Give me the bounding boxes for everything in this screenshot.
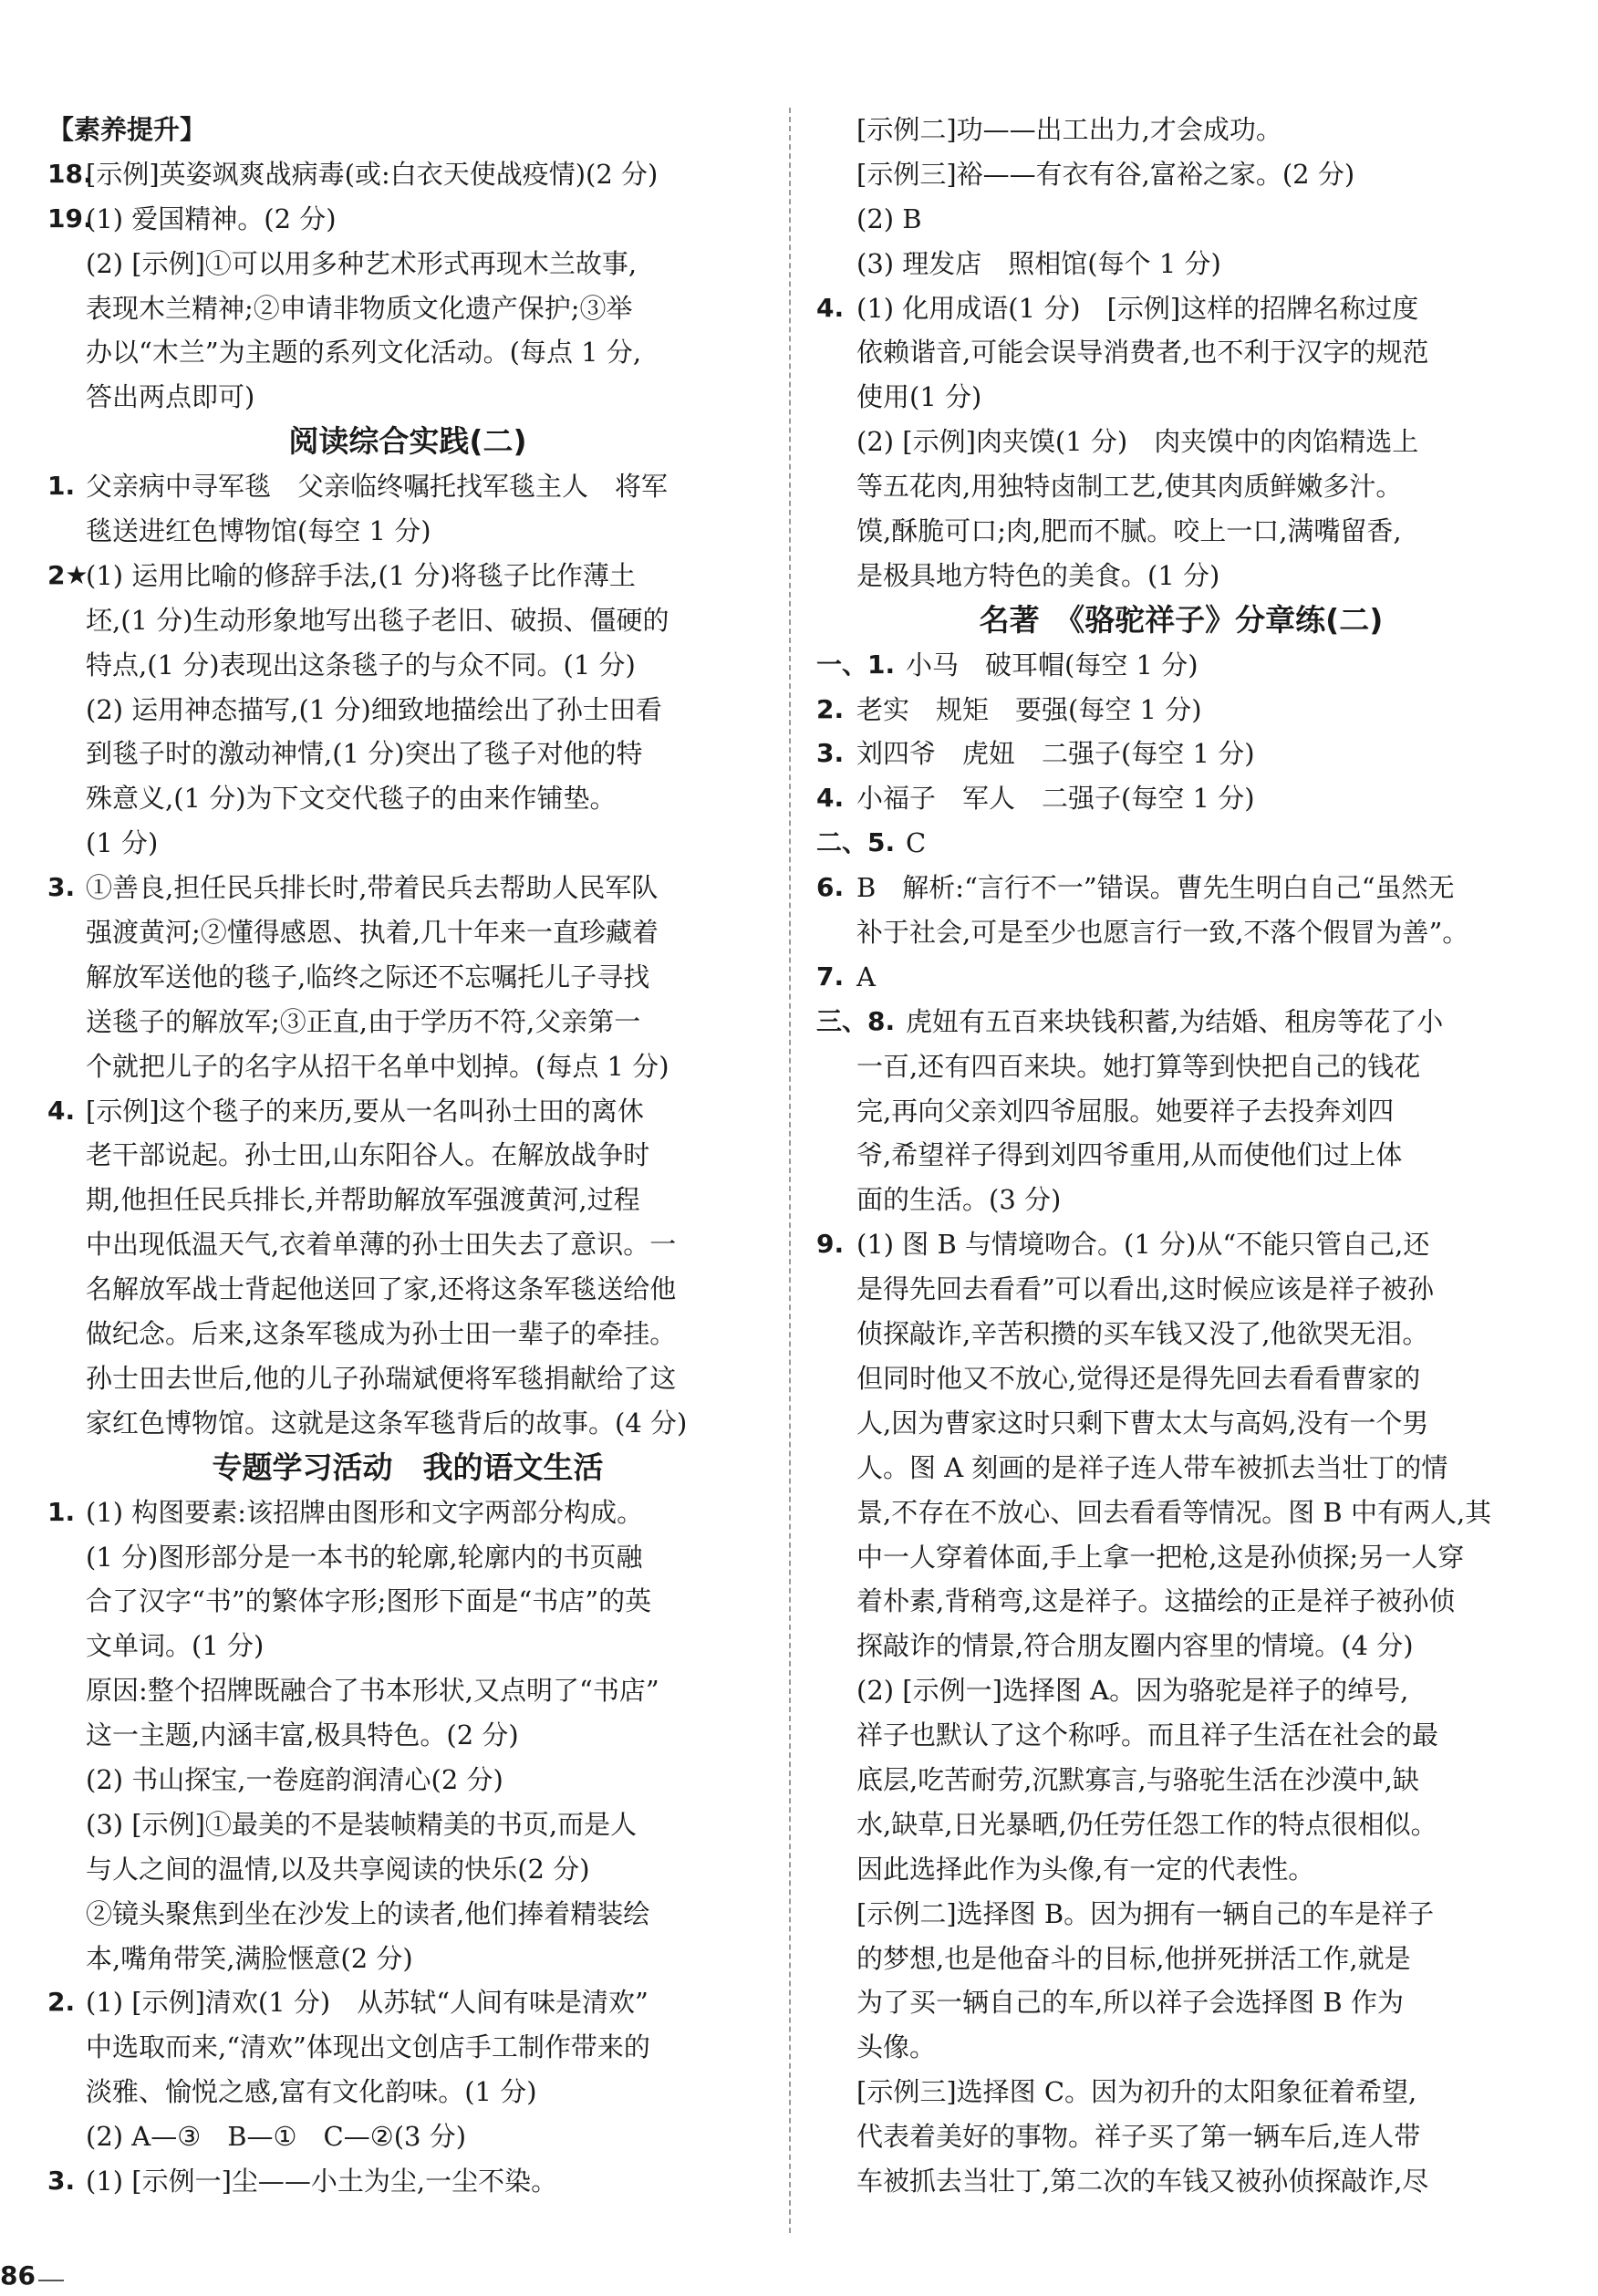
answer-text: [示例]这个毯子的来历,要从一名叫孙士田的离休 [86, 1095, 644, 1127]
item-number: 2. [47, 1987, 76, 2018]
answer-text: (1) 运用比喻的修辞手法,(1 分)将毯子比作薄土 [86, 559, 636, 591]
answer-text: 使用(1 分) [856, 381, 982, 413]
item-number: 一、1. [816, 649, 896, 680]
answer-text: ②镜头聚焦到坐在沙发上的读者,他们捧着精装绘 [86, 1897, 650, 1929]
answer-text: 车被抓去当壮丁,第二次的车钱又被孙侦探敲诈,尽 [856, 2165, 1429, 2197]
item-number: 2. [816, 693, 845, 724]
answer-text: 是得先回去看看”可以看出,这时候应该是祥子被孙 [856, 1273, 1435, 1305]
answer-text: (1) 图 B 与情境吻合。(1 分)从“不能只管自己,还 [856, 1229, 1430, 1261]
answer-item [47, 197, 768, 242]
answer-text: 孙士田去世后,他的儿子孙瑞斌便将军毯捐献给了这 [86, 1362, 677, 1394]
item-number: 9. [816, 1229, 845, 1260]
answer-text: (1) [示例]清欢(1 分) 从苏轼“人间有味是清欢” [86, 1987, 649, 2019]
answer-text: 一百,还有四百来块。她打算等到快把自己的钱花 [856, 1050, 1421, 1082]
answer-text: 面的生活。(3 分) [856, 1184, 1062, 1216]
answer-text: 补于社会,可是至少也愿言行一致,不落个假冒为善”。 [856, 917, 1469, 949]
answer-text: 本,嘴角带笑,满脸惬意(2 分) [86, 1942, 413, 1974]
item-number: 7. [816, 961, 845, 992]
answer-text: 老实 规矩 要强(每空 1 分) [856, 693, 1202, 725]
answer-text: 做纪念。后来,这条军毯成为孙士田一辈子的牵挂。 [86, 1318, 677, 1350]
page-number-rule [38, 2280, 64, 2281]
answer-text: [示例三]选择图 C。因为初升的太阳象征着希望, [856, 2076, 1417, 2108]
answer-text: (3) [示例]①最美的不是装帧精美的书页,而是人 [86, 1808, 638, 1840]
item-number: 4. [816, 292, 845, 323]
answer-text: (1 分)图形部分是一本书的轮廓,轮廓内的书页融 [86, 1541, 643, 1573]
item-number: 2★ [47, 559, 88, 590]
section-title: 阅读综合实践(二) [288, 423, 527, 460]
answer-text: 办以“木兰”为主题的系列文化活动。(每点 1 分, [86, 337, 642, 369]
answer-text: B 解析:“言行不一”错误。曹先生明白自己“虽然无 [856, 872, 1455, 904]
answer-text: 代表着美好的事物。祥子买了第一辆车后,连人带 [856, 2121, 1421, 2153]
answer-text: 老干部说起。孙士田,山东阳谷人。在解放战争时 [86, 1139, 650, 1171]
answer-text: (1) 化用成语(1 分) [示例]这样的招牌名称过度 [856, 292, 1419, 324]
answer-text: 到毯子时的激动神情,(1 分)突出了毯子对他的特 [86, 738, 643, 770]
answer-text: 侦探敲诈,辛苦积攒的买车钱又没了,他欲哭无泪。 [856, 1318, 1429, 1350]
answer-text: 中出现低温天气,衣着单薄的孙士田失去了意识。一 [86, 1229, 677, 1261]
answer-text: 坯,(1 分)生动形象地写出毯子老旧、破损、僵硬的 [86, 604, 669, 636]
answer-text: 家红色博物馆。这就是这条军毯背后的故事。(4 分) [86, 1407, 688, 1439]
item-number: 三、8. [816, 1005, 896, 1036]
answer-text: (1 分) [86, 827, 159, 859]
answer-text: 着朴素,背稍弯,这是祥子。这描绘的正是祥子被孙侦 [856, 1585, 1456, 1617]
answer-text: (1) 爱国精神。(2 分) [86, 203, 337, 234]
answer-text: 爷,希望祥子得到刘四爷重用,从而使他们过上体 [856, 1139, 1403, 1171]
item-number: 3. [47, 872, 76, 903]
answer-text: 殊意义,(1 分)为下文交代毯子的由来作铺垫。 [86, 783, 617, 815]
answer-text: 景,不存在不放心、回去看看等情况。图 B 中有两人,其 [856, 1496, 1492, 1528]
answer-text: 的梦想,也是他奋斗的目标,他拼死拼活工作,就是 [856, 1942, 1411, 1974]
answer-text: 人。图 A 刻画的是祥子连人带车被抓去当壮丁的情 [856, 1451, 1448, 1483]
answer-text: 头像。 [856, 2031, 937, 2063]
answer-text: 中选取而来,“清欢”体现出文创店手工制作带来的 [86, 2031, 650, 2063]
answer-text: A [856, 961, 876, 992]
answer-text: ①善良,担任民兵排长时,带着民兵去帮助人民军队 [86, 872, 659, 904]
answer-text: 祥子也默认了这个称呼。而且祥子生活在社会的最 [856, 1719, 1439, 1751]
answer-text: 馍,酥脆可口;肉,肥而不腻。咬上一口,满嘴留香, [856, 515, 1402, 547]
answer-text: 是极具地方特色的美食。(1 分) [856, 559, 1220, 591]
answer-text: 为了买一辆自己的车,所以祥子会选择图 B 作为 [856, 1987, 1404, 2019]
answer-text: 人,因为曹家这时只剩下曹太太与高妈,没有一个男 [856, 1407, 1429, 1439]
section-title: 名著 《骆驼祥子》分章练(二) [979, 601, 1384, 638]
answer-text: 原因:整个招牌既融合了书本形状,又点明了“书店” [86, 1675, 659, 1707]
answer-text: (2) [示例]肉夹馍(1 分) 肉夹馍中的肉馅精选上 [856, 426, 1419, 458]
answer-text: 与人之间的温情,以及共享阅读的快乐(2 分) [86, 1853, 590, 1885]
item-number: 4. [47, 1095, 76, 1126]
answer-text: (3) 理发店 照相馆(每个 1 分) [856, 247, 1221, 279]
answer-text: 答出两点即可) [86, 381, 255, 413]
item-number: 1. [47, 1496, 76, 1527]
answer-text: 这一主题,内涵丰富,极具特色。(2 分) [86, 1719, 519, 1751]
answer-text: 淡雅、愉悦之感,富有文化韵味。(1 分) [86, 2076, 537, 2108]
answer-text: (2) [示例一]选择图 A。因为骆驼是祥子的绰号, [856, 1675, 1409, 1707]
answer-text: (1) [示例一]尘——小土为尘,一尘不染。 [86, 2165, 558, 2197]
page-number: 86 [0, 2260, 36, 2291]
column-divider [789, 108, 791, 2233]
item-number: 3. [47, 2165, 76, 2196]
answer-text: 个就把儿子的名字从招干名单中划掉。(每点 1 分) [86, 1050, 669, 1082]
answer-text: (2) A—③ B—① C—②(3 分) [86, 2121, 467, 2153]
answer-text: 送毯子的解放军;③正直,由于学历不符,父亲第一 [86, 1005, 641, 1037]
answer-text: 虎妞有五百来块钱积蓄,为结婚、租房等花了小 [906, 1005, 1444, 1037]
answer-text: (1) 构图要素:该招牌由图形和文字两部分构成。 [86, 1496, 644, 1528]
answer-text: 父亲病中寻军毯 父亲临终嘱托找军毯主人 将军 [86, 471, 669, 503]
answer-text: 表现木兰精神;②申请非物质文化遗产保护;③举 [86, 292, 633, 324]
answer-text: 依赖谐音,可能会误导消费者,也不利于汉字的规范 [856, 337, 1429, 369]
item-number: 4. [816, 783, 845, 814]
answer-text: (2) [示例]①可以用多种艺术形式再现木兰故事, [86, 247, 638, 279]
answer-text: (2) B [856, 203, 922, 234]
answer-text: 因此选择此作为头像,有一定的代表性。 [856, 1853, 1315, 1885]
answer-text: 名解放军战士背起他送回了家,还将这条军毯送给他 [86, 1273, 677, 1305]
answer-text: 等五花肉,用独特卤制工艺,使其肉质鲜嫩多汁。 [856, 471, 1403, 503]
item-number: 19. [47, 203, 93, 234]
answer-text: 完,再向父亲刘四爷屈服。她要祥子去投奔刘四 [856, 1095, 1395, 1127]
answer-text: 水,缺草,日光暴晒,仍任劳任怨工作的特点很相似。 [856, 1808, 1437, 1840]
answer-text: 文单词。(1 分) [86, 1630, 265, 1662]
answer-text: 解放军送他的毯子,临终之际还不忘嘱托儿子寻找 [86, 961, 650, 992]
answer-text: (2) 运用神态描写,(1 分)细致地描绘出了孙士田看 [86, 693, 662, 725]
item-number: 18. [47, 158, 93, 189]
answer-text: [示例二]选择图 B。因为拥有一辆自己的车是祥子 [856, 1897, 1435, 1929]
answer-text: (2) 书山探宝,一卷庭韵润清心(2 分) [86, 1763, 503, 1795]
section-title: 专题学习活动 我的语文生活 [212, 1449, 604, 1485]
item-number: 二、5. [816, 827, 896, 858]
answer-text: 强渡黄河;②懂得感恩、执着,几十年来一直珍藏着 [86, 917, 659, 949]
left-column [47, 108, 768, 2204]
answer-text: [示例二]功——出工出力,才会成功。 [856, 114, 1282, 145]
answer-text: 底层,吃苦耐劳,沉默寡言,与骆驼生活在沙漠中,缺 [856, 1763, 1419, 1795]
right-column [816, 108, 1546, 2204]
section-header: 【素养提升】 [47, 114, 207, 145]
answer-text: 毯送进红色博物馆(每空 1 分) [86, 515, 431, 547]
answer-text: 探敲诈的情景,符合朋友圈内容里的情境。(4 分) [856, 1630, 1414, 1662]
answer-text: C [906, 827, 927, 859]
answer-text: 但同时他又不放心,觉得还是得先回去看看曹家的 [856, 1362, 1421, 1394]
answer-text: 刘四爷 虎妞 二强子(每空 1 分) [856, 738, 1255, 770]
answer-text: [示例]英姿飒爽战病毒(或:白衣天使战疫情)(2 分) [86, 158, 659, 190]
answer-text: 合了汉字“书”的繁体字形;图形下面是“书店”的英 [86, 1585, 652, 1617]
item-number: 3. [816, 738, 845, 769]
answer-text: 特点,(1 分)表现出这条毯子的与众不同。(1 分) [86, 649, 636, 680]
answer-text: 小马 破耳帽(每空 1 分) [906, 649, 1198, 680]
answer-text: 期,他担任民兵排长,并帮助解放军强渡黄河,过程 [86, 1184, 640, 1216]
answer-text: [示例三]裕——有衣有谷,富裕之家。(2 分) [856, 158, 1355, 190]
answer-text: 小福子 军人 二强子(每空 1 分) [856, 783, 1255, 815]
item-number: 6. [816, 872, 845, 903]
answer-item [47, 152, 768, 197]
answer-text: 中一人穿着体面,手上拿一把枪,这是孙侦探;另一人穿 [856, 1541, 1465, 1573]
item-number: 1. [47, 471, 76, 502]
